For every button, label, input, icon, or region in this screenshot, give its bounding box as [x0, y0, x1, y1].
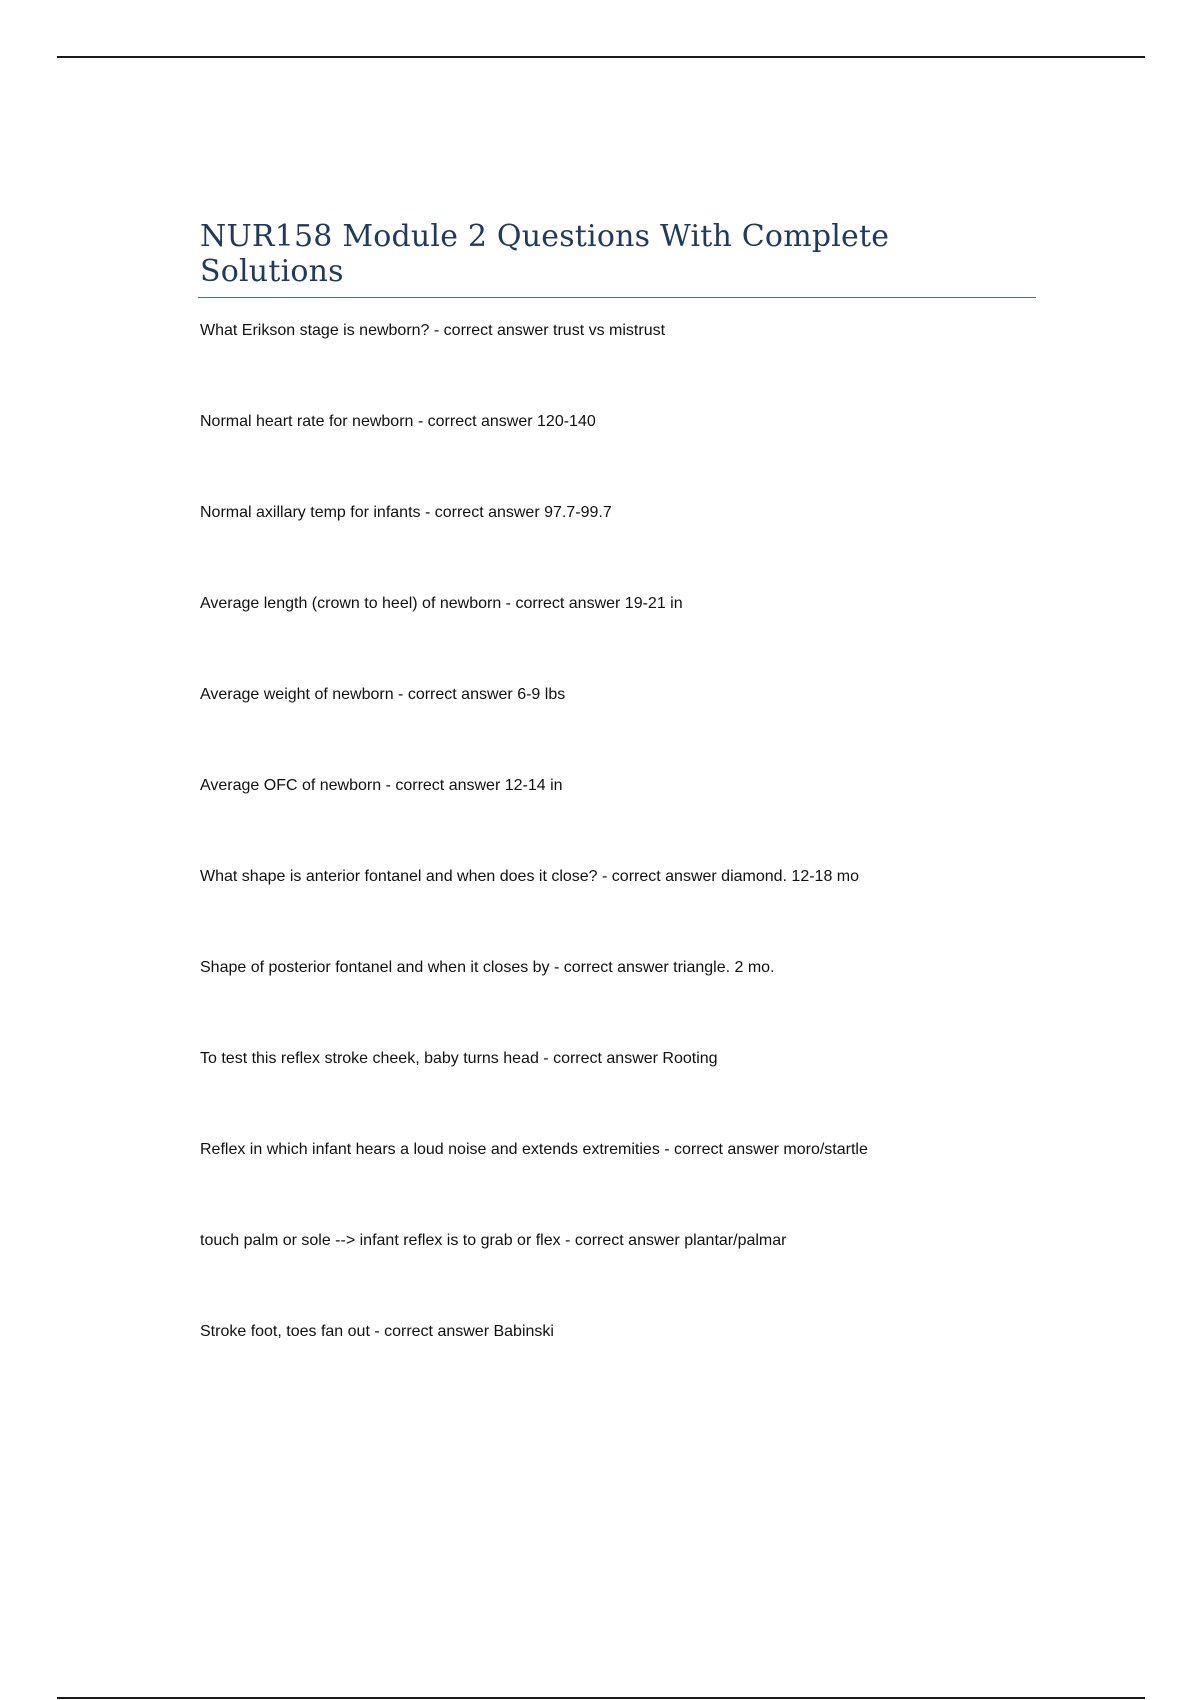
title-underline [198, 297, 1036, 298]
qa-item: Average length (crown to heel) of newborn - correct answer 19-21 in [200, 595, 683, 612]
page-bottom-rule [57, 1697, 1145, 1699]
qa-item: Stroke foot, toes fan out - correct answer Babinski [200, 1323, 554, 1340]
question-answer-list [200, 320, 1100, 1412]
qa-item: Reflex in which infant hears a loud noise and extends extremities - correct answer moro/startle [200, 1141, 868, 1158]
qa-item: What shape is anterior fontanel and when does it close? - correct answer diamond. 12-18 mo [200, 868, 860, 885]
qa-item: What Erikson stage is newborn? - correct answer trust vs mistrust [200, 322, 666, 339]
qa-item: Average OFC of newborn - correct answer 12-14 in [200, 777, 563, 794]
qa-item: Normal axillary temp for infants - correct answer 97.7-99.7 [200, 504, 612, 521]
qa-item: Average weight of newborn - correct answer 6-9 lbs [200, 686, 566, 703]
page-top-rule [57, 56, 1145, 58]
title-block [198, 220, 1036, 298]
qa-item: Normal heart rate for newborn - correct answer 120-140 [200, 413, 596, 430]
document-title: NUR158 Module 2 Questions With Complete Solutions [200, 219, 890, 289]
qa-item: Shape of posterior fontanel and when it closes by - correct answer triangle. 2 mo. [200, 959, 775, 976]
qa-item: To test this reflex stroke cheek, baby turns head - correct answer Rooting [200, 1050, 718, 1067]
qa-item: touch palm or sole --> infant reflex is to grab or flex - correct answer plantar/palmar [200, 1232, 787, 1249]
